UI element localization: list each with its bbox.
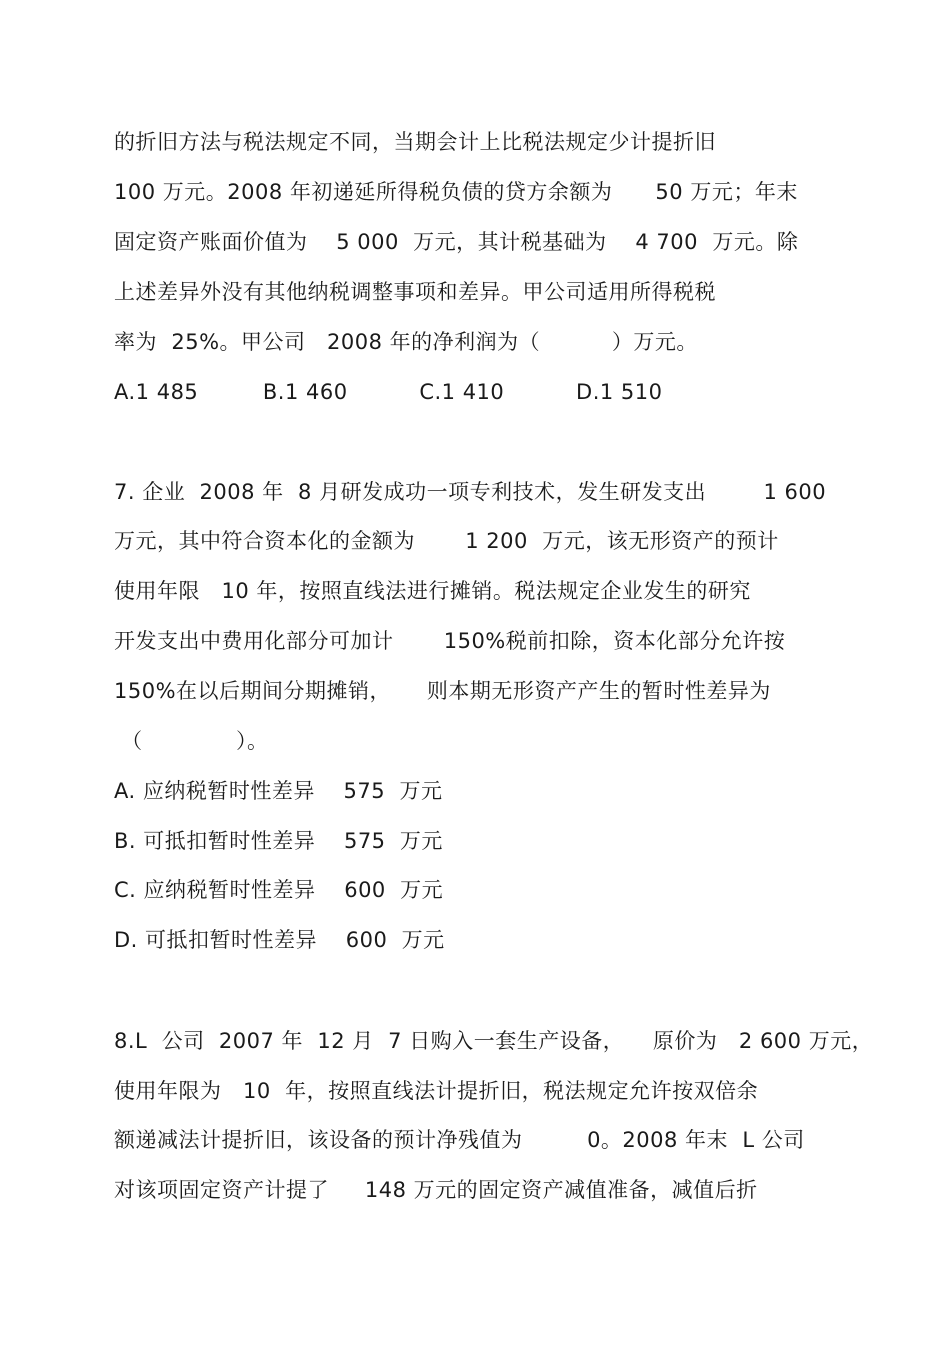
q7-text-line: 使用年限 10 年，按照直线法进行摊销。税法规定企业发生的研究 (114, 579, 751, 603)
q8-text-line: 使用年限为 10 年，按照直线法计提折旧，税法规定允许按双倍余 (114, 1079, 759, 1103)
q7-option: A. 应纳税暂时性差异 575 万元 (114, 779, 443, 803)
q7-option: B. 可抵扣暂时性差异 575 万元 (114, 829, 443, 853)
q6-text-line: 100 万元。2008 年初递延所得税负债的贷方余额为 50 万元；年末 (114, 180, 798, 204)
q7-text-line: 7. 企业 2008 年 8 月研发成功一项专利技术，发生研发支出 1 600 (114, 480, 827, 504)
q8-text-line: 对该项固定资产计提了 148 万元的固定资产减值准备，减值后折 (114, 1178, 758, 1202)
q8-text-line: 8.L 公司 2007 年 12 月 7 日购入一套生产设备， 原价为 2 600 万元， (114, 1029, 874, 1053)
q7-option: C. 应纳税暂时性差异 600 万元 (114, 878, 444, 902)
q7-text-line: 开发支出中费用化部分可加计 150%税前扣除，资本化部分允许按 (114, 629, 786, 653)
q7-text-line: 万元，其中符合资本化的金额为 1 200 万元，该无形资产的预计 (114, 529, 779, 553)
q6-options: A.1 485 B.1 460 C.1 410 D.1 510 (114, 380, 663, 404)
q7-text-line: （ ）。 (114, 729, 269, 753)
q6-text-line: 的折旧方法与税法规定不同，当期会计上比税法规定少计提折旧 (114, 130, 716, 154)
q7-text-line: 150%在以后期间分期摊销， 则本期无形资产产生的暂时性差异为 (114, 679, 771, 703)
q6-text-line: 上述差异外没有其他纳税调整事项和差异。甲公司适用所得税税 (114, 280, 716, 304)
q8-text-line: 额递减法计提折旧，该设备的预计净残值为 0。2008 年末 L 公司 (114, 1128, 805, 1152)
q6-text-line: 率为 25%。甲公司 2008 年的净利润为（ ）万元。 (114, 330, 698, 354)
q6-text-line: 固定资产账面价值为 5 000 万元，其计税基础为 4 700 万元。除 (114, 230, 799, 254)
q7-option: D. 可抵扣暂时性差异 600 万元 (114, 928, 445, 952)
